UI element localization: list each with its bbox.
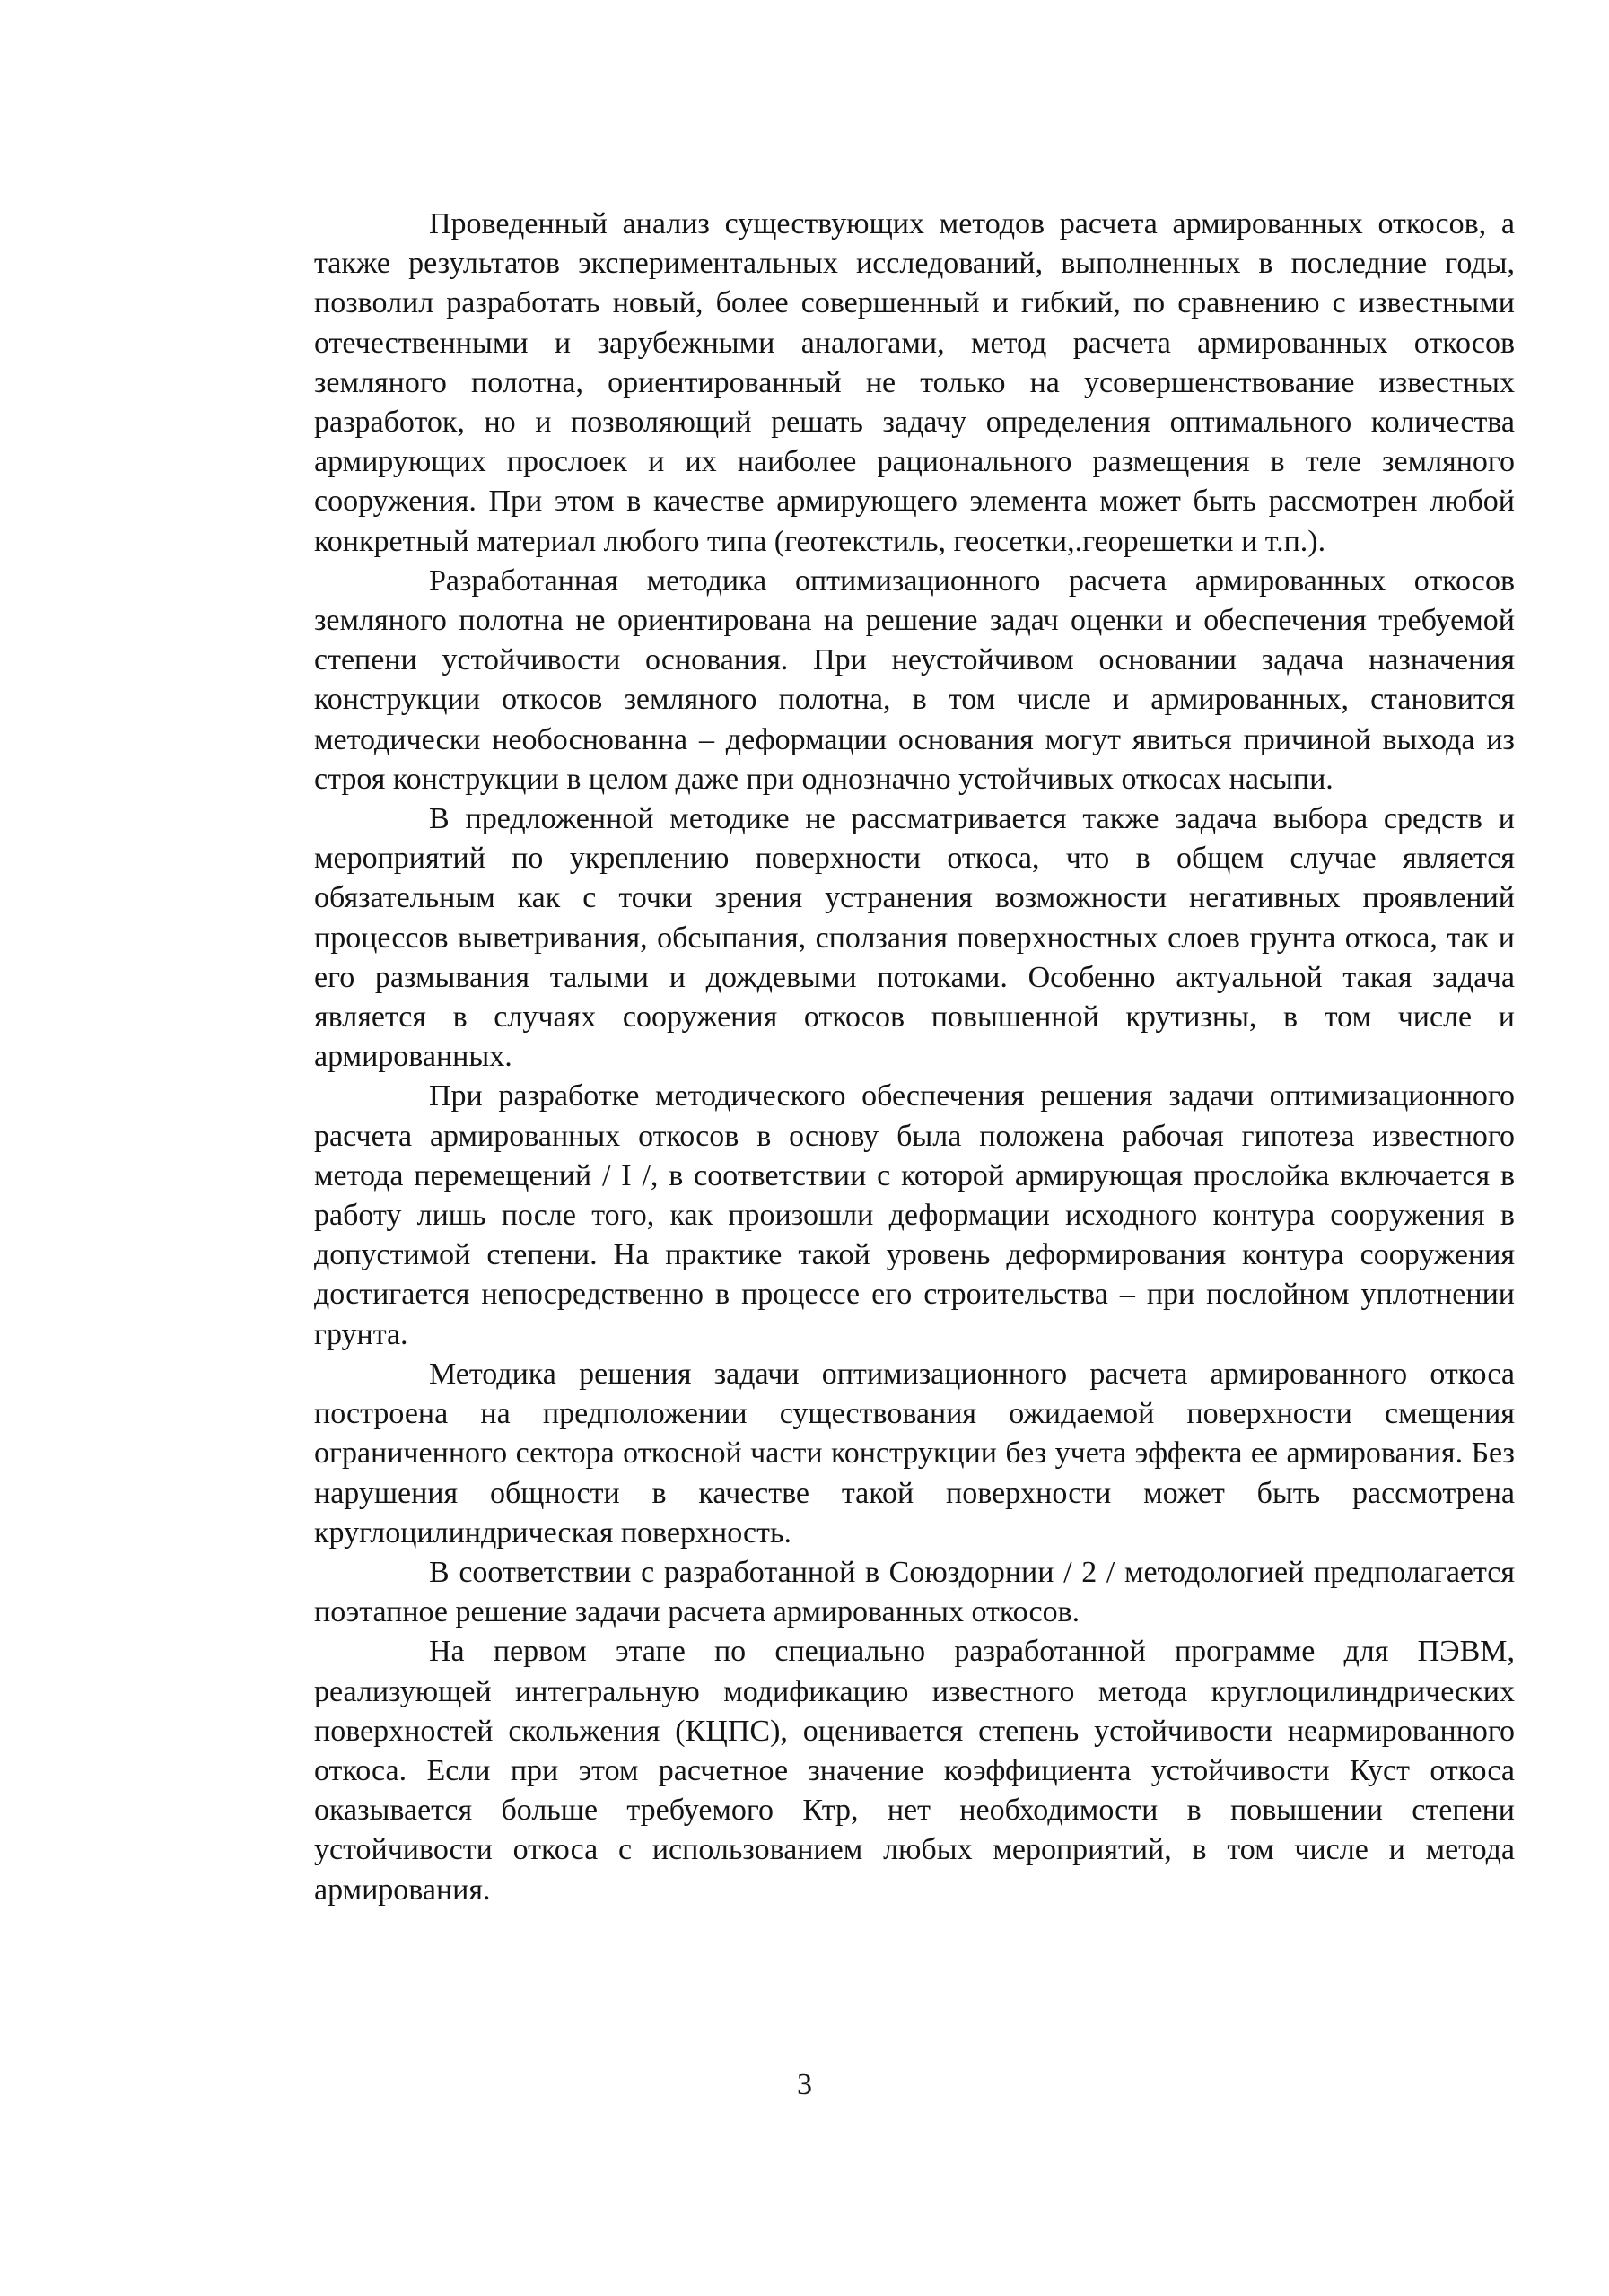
paragraph: При разработке методического обеспечения решения задачи оптимизационного расчета армированных откосов в основу была положена рабочая гипотеза известного метода перемещений / I /, в соответствии с которой армирующая прослойка включается в работу лишь после того, как произошли деформации исходного контура сооружения в допустимой степени. На практике такой уровень деформирования контура сооружения достигается непосредственно в процессе его строительства – при послойном уплотнении грунта. xyxy=(314,1079,1515,1351)
paragraph: Разработанная методика оптимизационного расчета армированных откосов земляного полотна не ориентирована на решение задач оценки и обеспечения требуемой степени устойчивости основания. При неустойчивом основании задача назначения конструкции откосов земляного полотна, в том числе и армированных, становится методически необоснованна – деформации основания могут явиться причиной выхода из строя конструкции в целом даже при однозначно устойчивых откосах насыпи. xyxy=(314,563,1515,796)
paragraph: Проведенный анализ существующих методов расчета армированных откосов, а также результатов экспериментальных исследований, выполненных в последние годы, позволил разработать новый, более совершенный и гибкий, по сравнению с известными отечественными и зарубежными аналогами, метод расчета армированных откосов земляного полотна, ориентированный не только на усовершенствование известных разработок, но и позволяющий решать задачу определения оптимального количества армирующих прослоек и их наиболее рационального размещения в теле земляного сооружения. При этом в качестве армирующего элемента может быть рассмотрен любой конкретный материал любого типа (геотекстиль, геосетки,.георешетки и т.п.). xyxy=(314,207,1515,558)
paragraph: Методика решения задачи оптимизационного расчета армированного откоса построена на предположении существования ожидаемой поверхности смещения ограниченного сектора откосной части конструкции без учета эффекта ее армирования. Без нарушения общности в качестве такой поверхности может быть рассмотрена круглоцилиндрическая поверхность. xyxy=(314,1357,1515,1550)
paragraph: В соответствии с разработанной в Союздорнии / 2 / методологией предполагается поэтапное решение задачи расчета армированных откосов. xyxy=(314,1555,1515,1629)
paragraph: На первом этапе по специально разработанной программе для ПЭВМ, реализующей интегральную модификацию известного метода круглоцилиндрических поверхностей скольжения (КЦПС), оценивается степень устойчивости неармированного откоса. Если при этом расчетное значение коэффициента устойчивости Куст откоса оказывается больше требуемого Ктр, нет необходимости в повышении степени устойчивости откоса с использованием любых мероприятий, в том числе и метода армирования. xyxy=(314,1635,1515,1907)
paragraph: В предложенной методике не рассматривается также задача выбора средств и мероприятий по укреплению поверхности откоса, что в общем случае является обязательным как с точки зрения устранения возможности негативных проявлений процессов выветривания, обсыпания, сползания поверхностных слоев грунта откоса, так и его размывания талыми и дождевыми потоками. Особенно актуальной такая задача является в случаях сооружения откосов повышенной крутизны, в том числе и армированных. xyxy=(314,802,1515,1074)
page-number: 3 xyxy=(797,2068,812,2101)
document-body xyxy=(314,205,1515,1910)
